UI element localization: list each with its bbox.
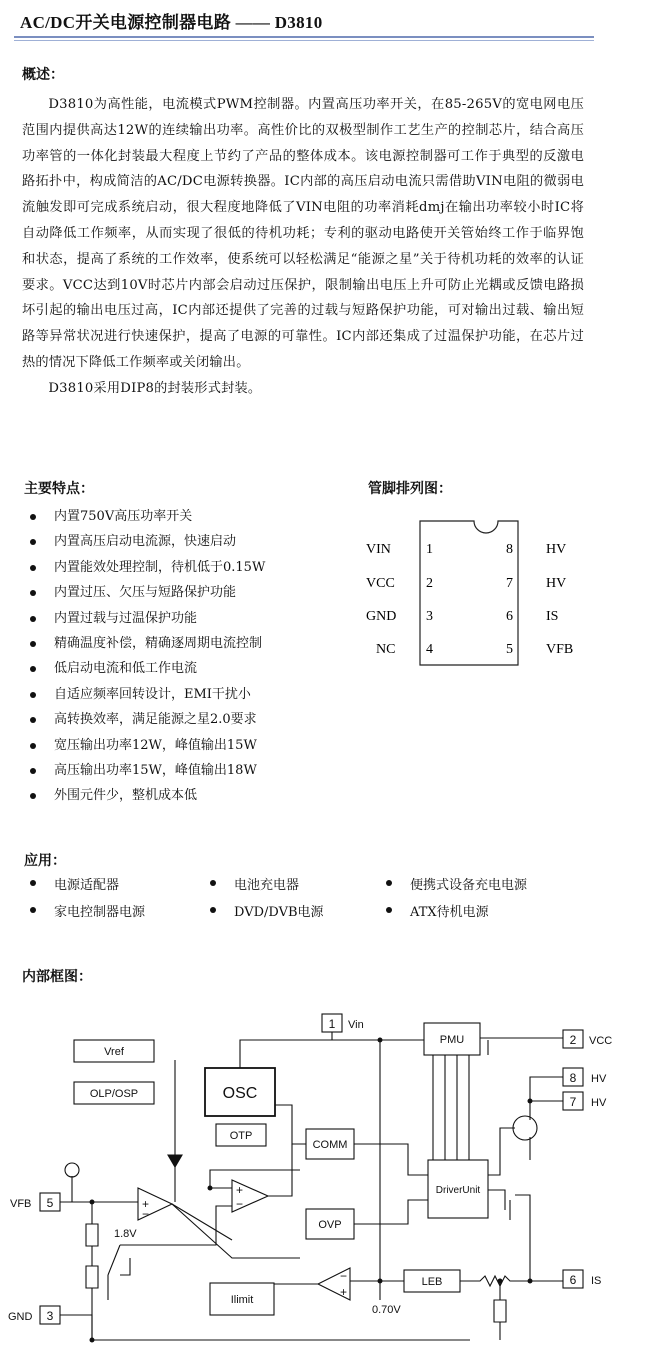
svg-text:−: − xyxy=(236,1197,244,1211)
pin-num-7: 7 xyxy=(506,576,513,591)
pin6-num: 6 xyxy=(569,1273,577,1287)
pin-num-3: 3 xyxy=(426,609,433,624)
block-diagram-heading: 内部框图： xyxy=(22,969,92,985)
feature-item: 宽压输出功率12W，峰值输出15W xyxy=(30,733,265,758)
application-item: 家电控制器电源 xyxy=(30,901,145,920)
feature-item: 自适应频率回转设计，EMI干扰小 xyxy=(30,682,265,707)
pin1-num: 1 xyxy=(328,1017,336,1031)
svg-text:+: + xyxy=(340,1285,348,1299)
pin3-num: 3 xyxy=(46,1309,54,1323)
wire xyxy=(168,1155,182,1167)
wire xyxy=(240,1032,332,1068)
wire xyxy=(488,1190,505,1210)
leb-label: LEB xyxy=(421,1276,443,1288)
wire xyxy=(86,1246,98,1288)
features-list xyxy=(30,504,265,809)
hv7-label: HV xyxy=(591,1097,607,1109)
feature-item: 高压输出功率15W，峰值输出18W xyxy=(30,758,265,783)
pin-num-4: 4 xyxy=(426,642,433,657)
pinout-heading: 管脚排列图： xyxy=(368,481,452,497)
vin-label: Vin xyxy=(348,1019,364,1031)
application-item: 电池充电器 xyxy=(210,874,299,893)
pin-num-6: 6 xyxy=(506,609,513,624)
pin7-num: 7 xyxy=(569,1095,577,1109)
application-item: 电源适配器 xyxy=(30,874,119,893)
wire xyxy=(86,1202,98,1246)
pin-num-5: 5 xyxy=(506,642,513,657)
wire xyxy=(275,1105,306,1144)
overview-paragraph-1: D3810为高性能，电流模式PWM控制器。内置高压功率开关，在85-265V的宽电网电压范围内提供高达12W的连续输出功率。高性价比的双极型制作工艺生产的控制芯片，结合高压功率管的一体化封装最大程度上节约了产品的整体成本。该电源控制器可工作于典型的反激电路拓扑中，构成简洁的AC/DC电源转换器。IC内部的高压启动电流只需借助VIN电阻的微弱电流触发即可完成系统启动，很大程度地降低了VIN电阻的功率消耗dmj在输出功率较小时IC将自动降低工作频率，从而实现了很低的待机功耗；专利的驱动电路使开关管始终工作于临界饱和状态，提高了系统的工作效率，使系统可以轻松满足“能源之星”关于待机功耗的效率的认证要求。VCC达到10V时芯片内部会启动过压保护，限制输出电压上升可防止光耦或反馈电路损坏引起的输出电压过高，IC内部还提供了完善的过载与短路保护功能，可对输出过载、输出短路等异常状况进行快速保护，提高了电源的可靠性。IC内部还集成了过温保护功能，在芯片过热的情况下降低工作频率或关闭输出。 xyxy=(22,97,584,370)
pin-name-hv8: HV xyxy=(546,542,567,557)
wire xyxy=(172,1204,232,1240)
gnd-label: GND xyxy=(8,1311,33,1323)
wire xyxy=(210,1170,300,1188)
voltage-1v8: 1.8V xyxy=(114,1228,137,1240)
wire xyxy=(172,1204,300,1258)
svg-text:−: − xyxy=(340,1269,348,1283)
page-title: AC/DC开关电源控制器电路 —— D3810 xyxy=(20,13,323,32)
voltage-0v70: 0.70V xyxy=(372,1304,401,1316)
application-item: DVD/DVB电源 xyxy=(210,901,324,920)
transistor-circle xyxy=(513,1116,537,1140)
feature-item: 内置过载与过温保护功能 xyxy=(30,606,265,631)
wire xyxy=(460,1276,563,1286)
pin8-num: 8 xyxy=(569,1071,577,1085)
overview-text xyxy=(22,92,584,402)
title-divider-thin xyxy=(14,40,594,41)
vref-label: Vref xyxy=(104,1046,124,1058)
application-item: ATX待机电源 xyxy=(386,901,489,920)
pin-name-vin: VIN xyxy=(366,542,391,557)
features-heading: 主要特点： xyxy=(24,481,94,497)
wire xyxy=(60,1315,470,1340)
feature-item: 低启动电流和低工作电流 xyxy=(30,656,265,681)
feature-item: 内置高压启动电流源，快速启动 xyxy=(30,529,265,554)
overview-heading: 概述： xyxy=(22,67,64,83)
title-divider xyxy=(14,36,594,38)
feature-item: 高转换效率，满足能源之星2.0要求 xyxy=(30,707,265,732)
svg-text:−: − xyxy=(142,1207,150,1221)
wire xyxy=(354,1144,428,1175)
feature-item: 外围元件少，整机成本低 xyxy=(30,783,265,808)
pin2-num: 2 xyxy=(569,1033,577,1047)
chip-outline xyxy=(420,521,518,665)
applications-heading: 应用： xyxy=(24,853,66,869)
olp-osp-label: OLP/OSP xyxy=(89,1088,139,1100)
wire xyxy=(510,1195,530,1281)
application-item: 便携式设备充电电源 xyxy=(386,874,527,893)
vfb-label: VFB xyxy=(10,1198,32,1210)
pin-num-8: 8 xyxy=(506,542,513,557)
vcc-label: VCC xyxy=(589,1035,613,1047)
feature-item: 精确温度补偿，精确逐周期电流控制 xyxy=(30,631,265,656)
pin-num-2: 2 xyxy=(426,576,433,591)
overview-paragraph-2: D3810采用DIP8的封装形式封装。 xyxy=(48,380,262,396)
feature-item: 内置能效处理控制，待机低于0.15W xyxy=(30,555,265,580)
wire xyxy=(120,1206,232,1245)
wire xyxy=(488,1128,515,1175)
wire xyxy=(494,1281,506,1340)
pin-num-1: 1 xyxy=(426,542,433,557)
pin-name-is: IS xyxy=(546,609,559,624)
ilimit-label: Ilimit xyxy=(230,1294,254,1306)
svg-text:+: + xyxy=(142,1197,150,1211)
pin-name-gnd: GND xyxy=(366,609,397,624)
comm-label: COMM xyxy=(312,1139,348,1151)
pinout-diagram xyxy=(356,515,596,675)
ovp-label: OVP xyxy=(318,1219,342,1231)
pin-name-nc: NC xyxy=(376,642,396,657)
is-label: IS xyxy=(591,1275,602,1287)
pin-name-vfb: VFB xyxy=(546,642,574,657)
svg-text:+: + xyxy=(236,1183,244,1197)
driver-unit-label: DriverUnit xyxy=(435,1185,481,1196)
feature-item: 内置750V高压功率开关 xyxy=(30,504,265,529)
otp-label: OTP xyxy=(229,1130,253,1142)
wire xyxy=(530,1077,563,1160)
osc-label: OSC xyxy=(222,1085,258,1102)
pin-name-vcc: VCC xyxy=(366,576,395,591)
wire xyxy=(108,1245,130,1300)
internal-block-diagram xyxy=(0,1000,666,1361)
hv8-label: HV xyxy=(591,1073,607,1085)
wire xyxy=(433,1055,469,1160)
pin-name-hv7: HV xyxy=(546,576,567,591)
wire xyxy=(354,1200,428,1224)
pmu-label: PMU xyxy=(439,1034,465,1046)
pin5-num: 5 xyxy=(46,1196,54,1210)
vfb-node-circle xyxy=(65,1163,79,1177)
feature-item: 内置过压、欠压与短路保护功能 xyxy=(30,580,265,605)
